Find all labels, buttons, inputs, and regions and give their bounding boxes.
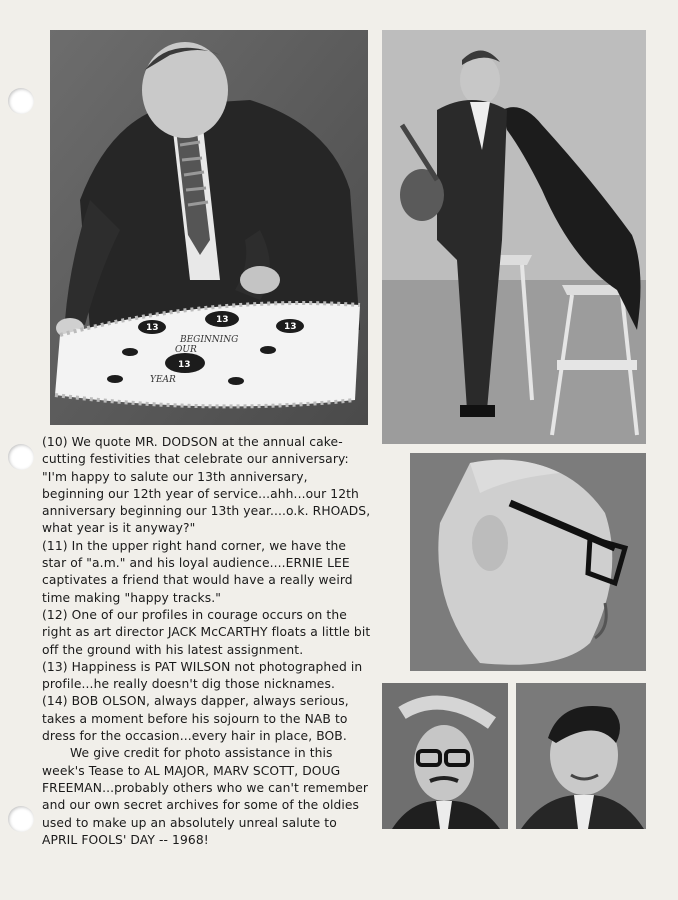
cake-badge: 13	[216, 315, 229, 325]
binder-hole-middle	[8, 444, 34, 470]
caption-photo-11: (11) In the upper right hand corner, we have the star of "a.m." and his loyal audience....ERNIE LEE captivates a friend that would have a really weird time making "happy tracks."	[42, 538, 353, 605]
photo-smiling-man	[516, 683, 646, 829]
photo-cake-cutting	[50, 30, 368, 425]
caption-photo-13: (13) Happiness is PAT WILSON not photographed in profile...he really doesn't dig those nicknames.	[42, 659, 363, 692]
caption-photo-10: (10) We quote MR. DODSON at the annual cake-cutting festivities that celebrate our anniversary: "I'm happy to salute our 13th anniversary, beginning our 12th year of service...ahh...our 12th anniversary beginning our 13th year....o.k. RHOADS, what year is it anyway?"	[42, 435, 371, 536]
caption-block	[42, 434, 372, 849]
caption-photo-14: (14) BOB OLSON, always dapper, always serious, takes a moment before his sojourn to the NAB to dress for the occasion...every hair in place, BOB.	[42, 694, 349, 744]
photo-profile-glasses	[410, 453, 646, 671]
cake-badge: 13	[178, 360, 191, 370]
cake-inscription-line-2: OUR	[175, 345, 197, 355]
binder-hole-bottom	[8, 806, 34, 832]
photo-man-glasses-mustache	[382, 683, 508, 829]
cake-inscription-line-1: BEGINNING	[180, 335, 239, 345]
cake-badge: 13	[284, 322, 297, 332]
binder-hole-top	[8, 88, 34, 114]
photo-guitarist-with-dog	[382, 30, 646, 444]
caption-photo-12: (12) One of our profiles in courage occurs on the right as art director JACK McCARTHY floats a little bit off the ground with his latest assignment.	[42, 607, 371, 657]
cake-badge: 13	[146, 323, 159, 333]
caption-credits: We give credit for photo assistance in this week's Tease to AL MAJOR, MARV SCOTT, DOUG FREEMAN...probably others who we can't remember and our own secret archives for some of the oldies used to make up an absolutely unreal salute to APRIL FOOLS' DAY -- 1968!	[42, 746, 369, 847]
cake-inscription-line-3: YEAR	[150, 375, 176, 385]
